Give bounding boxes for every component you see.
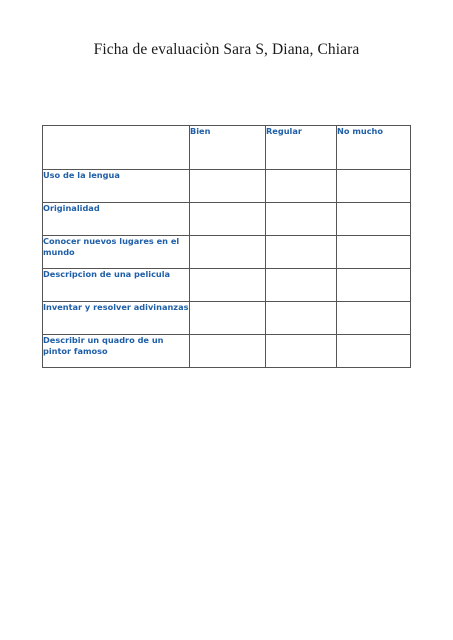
table-row xyxy=(43,203,411,236)
rating-cell-regular[interactable] xyxy=(266,203,337,236)
rating-cell-bien[interactable] xyxy=(190,170,266,203)
header-cell-empty xyxy=(43,126,190,170)
row-label-describir-quadro: Describir un quadro de un pintor famoso xyxy=(43,335,190,368)
row-label-descripcion-pelicula: Descripcion de una pelicula xyxy=(43,269,190,302)
header-cell-no-mucho: No mucho xyxy=(337,126,411,170)
evaluation-table xyxy=(42,125,411,368)
rating-cell-bien[interactable] xyxy=(190,269,266,302)
rating-cell-no-mucho[interactable] xyxy=(337,170,411,203)
rating-cell-bien[interactable] xyxy=(190,203,266,236)
rating-cell-bien[interactable] xyxy=(190,236,266,269)
row-label-originalidad: Originalidad xyxy=(43,203,190,236)
page-title: Ficha de evaluaciòn Sara S, Diana, Chiara xyxy=(93,41,360,58)
rating-cell-regular[interactable] xyxy=(266,302,337,335)
rating-cell-regular[interactable] xyxy=(266,170,337,203)
rating-cell-no-mucho[interactable] xyxy=(337,236,411,269)
rating-cell-bien[interactable] xyxy=(190,335,266,368)
rating-cell-no-mucho[interactable] xyxy=(337,269,411,302)
row-label-uso-de-la-lengua: Uso de la lengua xyxy=(43,170,190,203)
row-label-conocer-nuevos-lugares: Conocer nuevos lugares en el mundo xyxy=(43,236,190,269)
rating-cell-no-mucho[interactable] xyxy=(337,302,411,335)
header-label-bien: Bien xyxy=(190,126,211,136)
header-cell-bien xyxy=(190,126,266,170)
header-cell-regular: Regular xyxy=(266,126,337,170)
rating-cell-regular[interactable] xyxy=(266,269,337,302)
table-header-row xyxy=(43,126,411,170)
table-row xyxy=(43,170,411,203)
rating-cell-bien[interactable] xyxy=(190,302,266,335)
rating-cell-regular[interactable] xyxy=(266,236,337,269)
row-label-inventar-adivinanzas: Inventar y resolver adivinanzas xyxy=(43,302,190,335)
rating-cell-regular[interactable] xyxy=(266,335,337,368)
table-row xyxy=(43,269,411,302)
table-row xyxy=(43,302,411,335)
table-row xyxy=(43,335,411,368)
rating-cell-no-mucho[interactable] xyxy=(337,203,411,236)
rating-cell-no-mucho[interactable] xyxy=(337,335,411,368)
table-row xyxy=(43,236,411,269)
